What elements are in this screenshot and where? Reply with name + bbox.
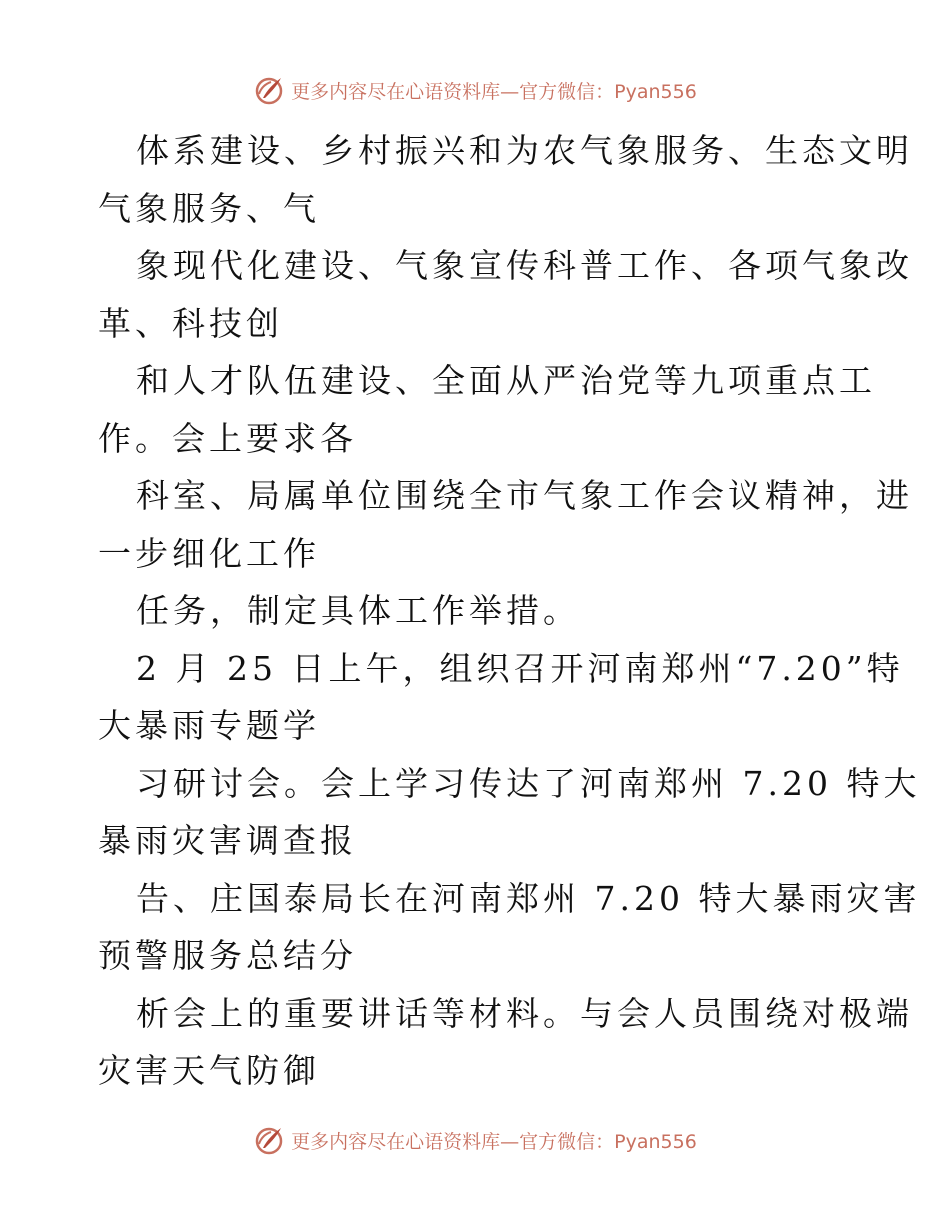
body-line: 预警服务总结分: [98, 936, 357, 975]
body-line: 暴雨灾害调查报: [98, 821, 357, 860]
header-banner: [0, 70, 950, 110]
banner-sub-text: 官方微信：Pyan556: [519, 1130, 697, 1153]
body-line: 和人才队伍建设、全面从严治党等九项重点工: [136, 361, 876, 400]
body-line: 灾害天气防御: [98, 1051, 320, 1090]
banner-sub-text: 官方微信：Pyan556: [519, 80, 697, 103]
body-line: 2 月 25 日上午，组织召开河南郑州“7.20”特: [136, 648, 904, 688]
body-line: 析会上的重要讲话等材料。与会人员围绕对极端: [136, 993, 913, 1033]
body-line: 大暴雨专题学: [98, 706, 320, 745]
body-line: 作。会上要求各: [98, 418, 357, 458]
body-line: 一步细化工作: [98, 533, 320, 573]
body-line: 体系建设、乡村振兴和为农气象服务、生态文明: [136, 131, 913, 170]
body-line: 告、庄国泰局长在河南郑州 7.20 特大暴雨灾害: [136, 878, 921, 918]
feather-pen-logo-icon: [253, 1124, 285, 1156]
feather-pen-logo-icon: [253, 74, 285, 106]
banner-main-text: 更多内容尽在心语资料库—: [291, 80, 520, 103]
body-line: 任务，制定具体工作举措。: [136, 591, 580, 630]
document-body: [98, 122, 921, 1100]
body-line: 气象服务、气: [98, 188, 320, 228]
body-line: 科室、局属单位围绕全市气象工作会议精神，进: [136, 476, 913, 515]
footer-banner: [0, 1120, 950, 1160]
body-line: 革、科技创: [98, 303, 283, 343]
body-line: 习研讨会。会上学习传达了河南郑州 7.20 特大: [136, 763, 921, 803]
banner-main-text: 更多内容尽在心语资料库—: [291, 1130, 520, 1153]
body-line: 象现代化建设、气象宣传科普工作、各项气象改: [136, 246, 913, 285]
